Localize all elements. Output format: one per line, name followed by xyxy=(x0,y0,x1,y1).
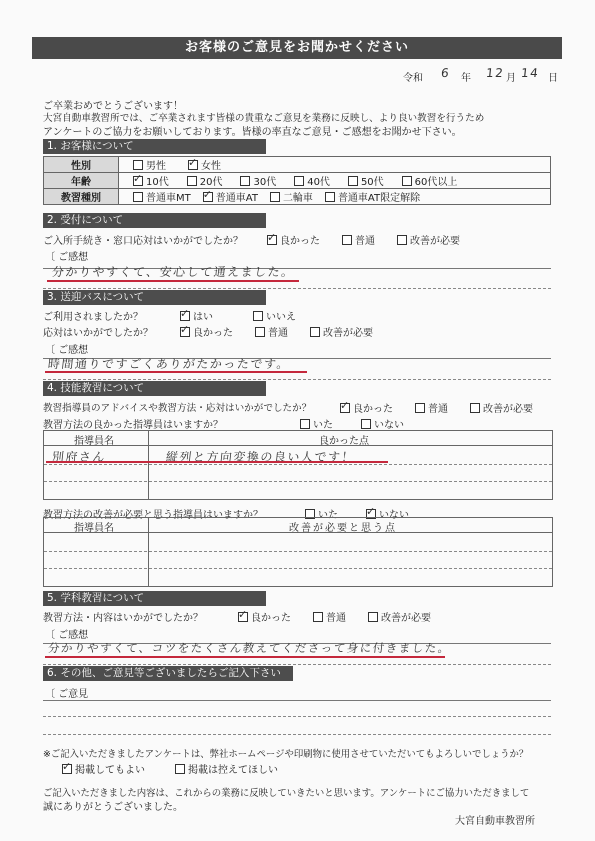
option-age-cell-2[interactable] xyxy=(240,177,276,188)
checkbox[interactable] xyxy=(187,176,197,186)
consent-question: ※ご記入いただきましたアンケートは、弊社ホームページや印刷物に使用させていただいてもよろしいでしょうか？ xyxy=(43,749,529,760)
option-age-cell-1[interactable] xyxy=(187,177,223,188)
option-label: 掲載は控えてほしい xyxy=(188,765,278,776)
checkbox[interactable] xyxy=(203,192,213,202)
option-label: 普通車AT限定解除 xyxy=(337,193,421,204)
checkbox[interactable] xyxy=(325,192,335,202)
good-instructor-point[interactable]: 縦列と方向変換の良い人です！ xyxy=(165,450,356,464)
option-sec3-q2-opts-2[interactable] xyxy=(310,328,373,339)
checkbox[interactable] xyxy=(397,235,407,245)
option-consent-opts-0[interactable] xyxy=(62,765,145,776)
checkbox[interactable] xyxy=(470,403,480,413)
option-label: 改善が必要 xyxy=(483,404,533,415)
checkbox[interactable] xyxy=(255,327,265,337)
option-label: いた xyxy=(318,510,338,521)
divider xyxy=(43,716,551,717)
sec3-comment[interactable]: 時間通りですごくありがたかったです。 xyxy=(47,357,291,371)
option-label: 良かった xyxy=(353,404,393,415)
gender-label: 性別 xyxy=(44,157,119,173)
section-6-header: 6. その他、ご意見等ございましたらご記入下さい xyxy=(43,666,293,681)
divider xyxy=(43,734,551,735)
option-sec3-q2-opts-1[interactable] xyxy=(255,328,288,339)
option-type-cell-3[interactable] xyxy=(325,193,420,204)
option-age-cell-5[interactable] xyxy=(402,177,458,188)
option-label: いない xyxy=(379,510,409,521)
checkbox[interactable] xyxy=(240,176,250,186)
good-col-point: 良かった点 xyxy=(319,436,369,447)
checkbox[interactable] xyxy=(340,403,350,413)
divider xyxy=(44,551,552,552)
checkbox[interactable] xyxy=(133,176,143,186)
footer-line1: ご記入いただきました内容は、これからの業務に反映していきたいと思います。アンケートにご協力いただきまして xyxy=(43,788,530,799)
date-year-unit: 年 xyxy=(461,73,471,84)
underline-highlight xyxy=(47,280,299,282)
date-era: 令和 xyxy=(403,73,423,84)
option-sec5-opts-1[interactable] xyxy=(313,613,346,624)
footer-org: 大宮自動車教習所 xyxy=(455,816,535,827)
option-sec2-opts-0[interactable] xyxy=(267,236,320,247)
option-label: 普通車AT xyxy=(215,193,258,204)
divider xyxy=(44,568,552,569)
checkbox[interactable] xyxy=(253,311,263,321)
checkbox[interactable] xyxy=(310,327,320,337)
checkbox[interactable] xyxy=(180,311,190,321)
sec2-question: ご入所手続き・窓口応対はいかがでしたか？ xyxy=(43,236,243,247)
sec4-q1-options xyxy=(340,400,555,415)
checkbox[interactable] xyxy=(180,327,190,337)
option-age-cell-0[interactable] xyxy=(133,177,169,188)
intro-line1: ご卒業おめでとうございます！ xyxy=(43,101,183,112)
good-instructor-table xyxy=(43,430,553,500)
checkbox[interactable] xyxy=(348,176,358,186)
sec3-q2: 応対はいかがでしたか？ xyxy=(43,328,153,339)
option-label: 良かった xyxy=(280,236,320,247)
option-label: 普通 xyxy=(428,404,448,415)
gender-options xyxy=(119,157,551,173)
option-label: 良かった xyxy=(193,328,233,339)
sec4-q2: 教習方法の良かった指導員はいますか？ xyxy=(43,420,223,431)
intro-line2: 大宮自動車教習所では、ご卒業されます皆様の貴重なご意見を業務に反映し、より良い教習を行うため xyxy=(43,113,485,124)
sec5-options xyxy=(238,609,453,624)
checkbox[interactable] xyxy=(188,160,198,170)
checkbox[interactable] xyxy=(300,419,310,429)
divider xyxy=(148,431,149,499)
sec5-question: 教習方法・内容はいかがでしたか？ xyxy=(43,613,203,624)
section-2-header: 2. 受付について xyxy=(43,213,266,228)
checkbox[interactable] xyxy=(62,764,72,774)
option-label: 改善が必要 xyxy=(323,328,373,339)
intro-line3: アンケートのご協力をお願いしております。皆様の率直なご意見・ご感想をお聞かせ下さい。 xyxy=(43,127,462,138)
underline-highlight xyxy=(45,656,445,658)
option-label: 二輪車 xyxy=(282,193,313,204)
sec2-options xyxy=(267,232,482,247)
type-label: 教習種別 xyxy=(44,189,119,205)
option-label: 普通車MT xyxy=(146,193,191,204)
checkbox[interactable] xyxy=(133,160,143,170)
age-row xyxy=(44,173,551,189)
option-label: いた xyxy=(313,420,333,431)
sec6-comment-label: 〔 ご意見 xyxy=(45,689,89,700)
option-sec2-opts-1[interactable] xyxy=(342,236,375,247)
sec4-q3: 教習方法の改善が必要と思う指導員はいますか？ xyxy=(43,510,263,521)
sec4-q2-options xyxy=(300,416,432,431)
checkbox[interactable] xyxy=(361,419,371,429)
checkbox[interactable] xyxy=(294,176,304,186)
option-sec3-q2-opts-0[interactable] xyxy=(180,328,233,339)
good-col-name: 指導員名 xyxy=(74,436,114,447)
option-type-cell-0[interactable] xyxy=(133,193,191,204)
section-3-header: 3. 送迎バスについて xyxy=(43,290,266,305)
underline-highlight xyxy=(46,461,388,463)
option-age-cell-3[interactable] xyxy=(294,177,330,188)
option-sec4-q1-opts-1[interactable] xyxy=(415,404,448,415)
option-label: 良かった xyxy=(251,613,291,624)
section-5-header: 5. 学科教習について xyxy=(43,591,266,606)
section-1-header: 1. お客様について xyxy=(43,139,266,154)
option-label: 男性 xyxy=(146,161,166,172)
option-sec4-q1-opts-2[interactable] xyxy=(470,404,533,415)
date-month-unit: 月 xyxy=(506,73,516,84)
option-label: 普通 xyxy=(326,613,346,624)
page-title: お客様のご意見をお聞かせください xyxy=(32,37,562,59)
type-options xyxy=(119,189,551,205)
option-label: はい xyxy=(193,312,213,323)
age-label: 年齢 xyxy=(44,173,119,189)
date-day-unit: 日 xyxy=(548,73,558,84)
option-label: 60代以上 xyxy=(414,177,458,188)
gender-row xyxy=(44,157,551,173)
sec2-comment[interactable]: 分かりやすくて、安心して通えました。 xyxy=(51,265,296,279)
improve-instructor-table xyxy=(43,517,553,587)
option-label: 掲載してもよい xyxy=(75,765,145,776)
option-sec5-opts-0[interactable] xyxy=(238,613,291,624)
sec2-comment-label: 〔 ご感想 xyxy=(45,252,89,263)
option-label: 30代 xyxy=(253,177,277,188)
option-label: いいえ xyxy=(266,312,296,323)
checkbox[interactable] xyxy=(270,192,280,202)
divider xyxy=(148,518,149,586)
checkbox[interactable] xyxy=(368,612,378,622)
divider xyxy=(43,288,551,289)
option-label: 50代 xyxy=(360,177,384,188)
sec3-q1-options xyxy=(180,308,336,323)
checkbox[interactable] xyxy=(238,612,248,622)
customer-info-table xyxy=(43,156,551,205)
sec5-comment[interactable]: 分かりやすくて、コツをたくさん教えてくださって身に付きました。 xyxy=(47,641,452,655)
option-label: 普通 xyxy=(355,236,375,247)
checkbox[interactable] xyxy=(267,235,277,245)
sec3-comment-label: 〔 ご感想 xyxy=(45,345,89,356)
sec4-q1: 教習指導員のアドバイスや教習方法・応対はいかがでしたか？ xyxy=(43,403,312,414)
divider xyxy=(43,379,551,380)
consent-options xyxy=(62,761,308,776)
checkbox[interactable] xyxy=(313,612,323,622)
checkbox[interactable] xyxy=(342,235,352,245)
option-label: 改善が必要 xyxy=(410,236,460,247)
divider xyxy=(43,664,551,665)
improve-col-point: 改善が必要と思う点 xyxy=(289,523,397,534)
divider xyxy=(43,700,551,701)
option-sec3-q1-opts-1[interactable] xyxy=(253,312,296,323)
date-month: 12 xyxy=(485,66,506,80)
sec3-q1: ご利用されましたか？ xyxy=(43,312,143,323)
good-table-header xyxy=(44,431,552,446)
date-day: 14 xyxy=(520,66,541,80)
option-label: 改善が必要 xyxy=(381,613,431,624)
option-sec4-q1-opts-0[interactable] xyxy=(340,404,393,415)
sec3-q2-options xyxy=(180,324,395,339)
sec5-comment-label: 〔 ご感想 xyxy=(45,630,89,641)
option-type-cell-2[interactable] xyxy=(270,193,313,204)
checkbox[interactable] xyxy=(415,403,425,413)
option-label: いない xyxy=(374,420,404,431)
option-label: 40代 xyxy=(307,177,330,188)
option-sec2-opts-2[interactable] xyxy=(397,236,460,247)
option-label: 10代 xyxy=(146,177,169,188)
section-4-header: 4. 技能教習について xyxy=(43,381,266,396)
footer-line2: 誠にありがとうございました。 xyxy=(43,802,183,813)
checkbox[interactable] xyxy=(133,192,143,202)
option-sec5-opts-2[interactable] xyxy=(368,613,431,624)
option-label: 女性 xyxy=(201,161,221,172)
type-row xyxy=(44,189,551,205)
age-options xyxy=(119,173,551,189)
checkbox[interactable] xyxy=(402,176,412,186)
checkbox[interactable] xyxy=(175,764,185,774)
option-gender-cell-0[interactable] xyxy=(133,161,166,172)
option-age-cell-4[interactable] xyxy=(348,177,384,188)
option-type-cell-1[interactable] xyxy=(203,193,258,204)
date-year: 6 xyxy=(440,66,451,80)
improve-col-name: 指導員名 xyxy=(74,523,114,534)
option-label: 20代 xyxy=(199,177,223,188)
option-consent-opts-1[interactable] xyxy=(175,765,278,776)
good-instructor-name[interactable]: 別府さん xyxy=(51,450,107,464)
underline-highlight xyxy=(45,371,307,373)
option-label: 普通 xyxy=(268,328,288,339)
option-gender-cell-1[interactable] xyxy=(188,161,221,172)
option-sec3-q1-opts-0[interactable] xyxy=(180,312,213,323)
divider xyxy=(44,481,552,482)
